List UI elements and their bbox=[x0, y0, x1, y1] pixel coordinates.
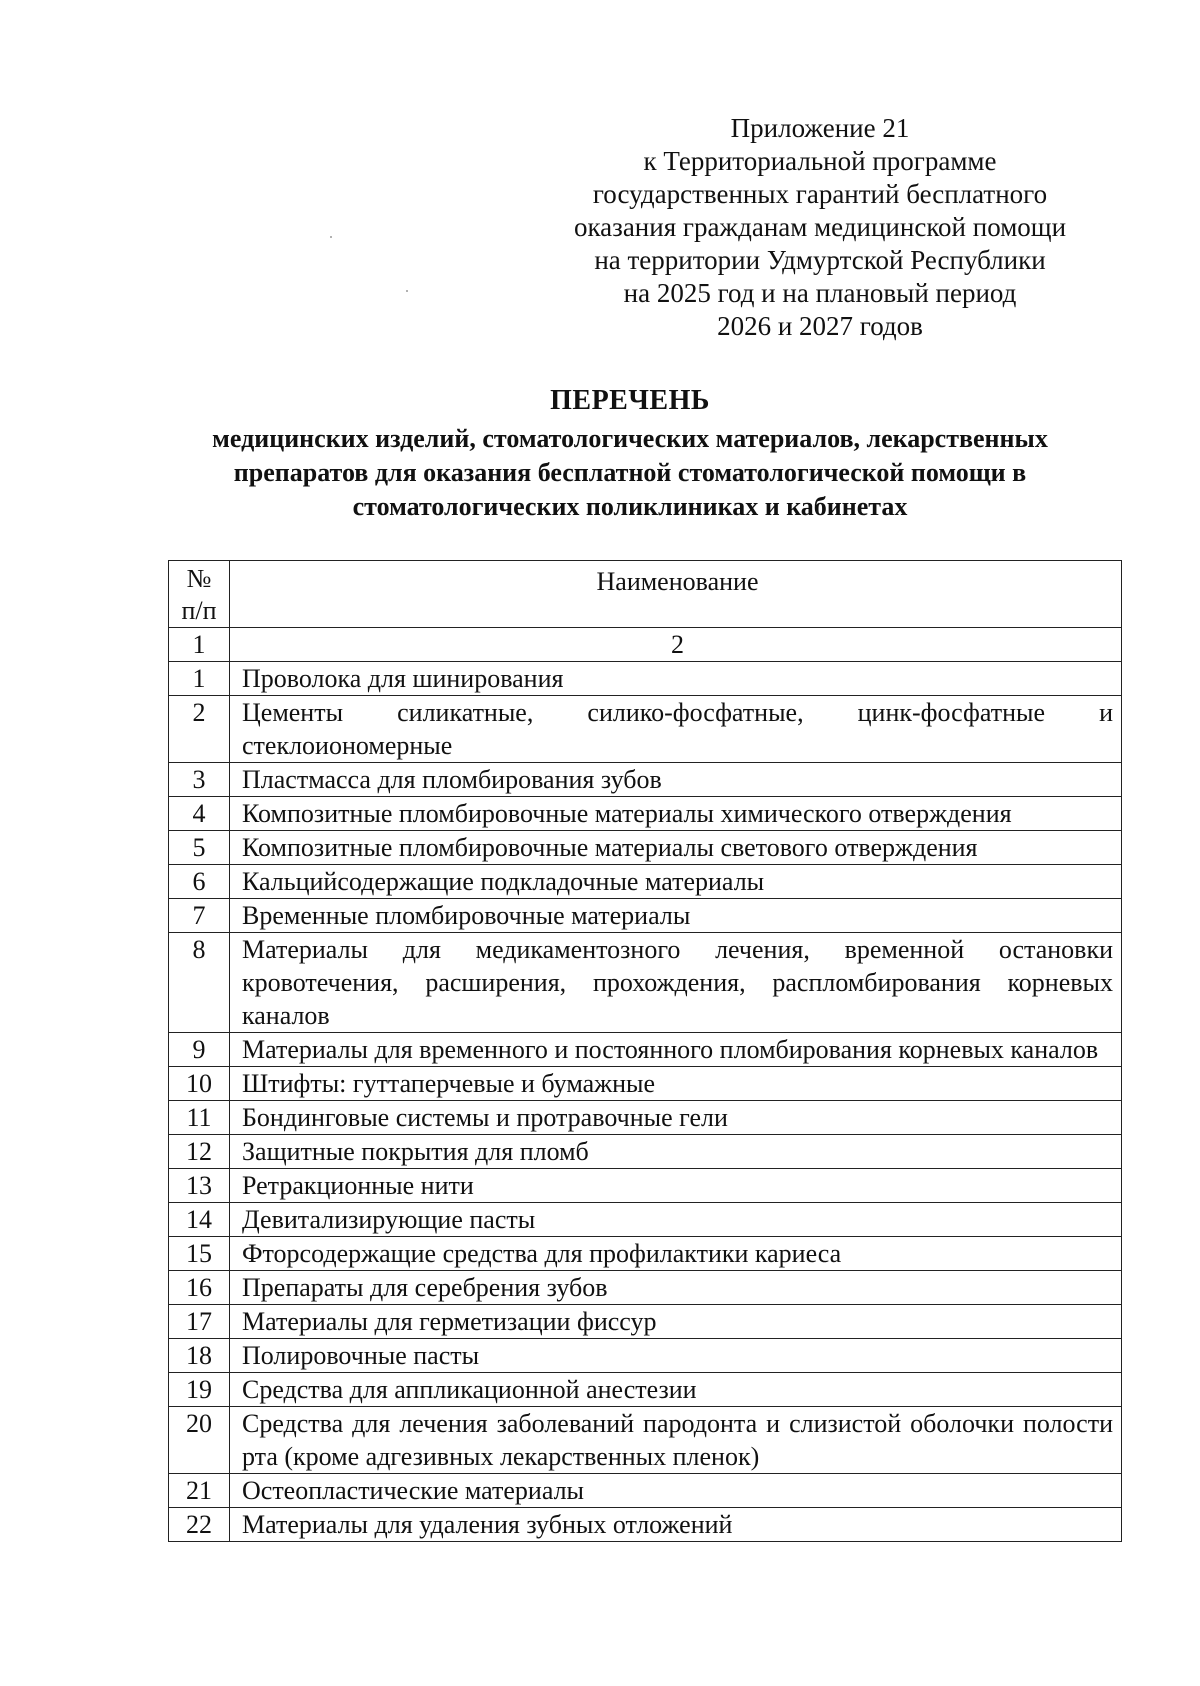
title-sub-line: стоматологических поликлиниках и кабинетах bbox=[352, 492, 908, 521]
row-number: 6 bbox=[169, 865, 230, 899]
row-name: Ретракционные нити bbox=[230, 1169, 1122, 1203]
row-name: Материалы для удаления зубных отложений bbox=[230, 1508, 1122, 1542]
row-name: Проволока для шинирования bbox=[230, 662, 1122, 696]
row-number: 13 bbox=[169, 1169, 230, 1203]
table-row bbox=[169, 763, 1122, 797]
row-name: Композитные пломбировочные материалы светового отверждения bbox=[230, 831, 1122, 865]
table-row bbox=[169, 899, 1122, 933]
row-name: Штифты: гуттаперчевые и бумажные bbox=[230, 1067, 1122, 1101]
scan-speck bbox=[330, 236, 332, 238]
row-name: Девитализирующие пасты bbox=[230, 1203, 1122, 1237]
row-name: Остеопластические материалы bbox=[230, 1474, 1122, 1508]
header-num-sign: № bbox=[186, 564, 212, 593]
table-row bbox=[169, 1407, 1122, 1474]
row-name: Средства для лечения заболеваний пародонта и слизистой оболочки полости рта (кроме адгезивных лекарственных пленок) bbox=[230, 1407, 1122, 1474]
row-number: 20 bbox=[169, 1407, 230, 1474]
table-row bbox=[169, 1101, 1122, 1135]
row-name: Пластмасса для пломбирования зубов bbox=[230, 763, 1122, 797]
table-row bbox=[169, 1135, 1122, 1169]
table-row bbox=[169, 662, 1122, 696]
row-number: 4 bbox=[169, 797, 230, 831]
title-sub-line: препаратов для оказания бесплатной стоматологической помощи в bbox=[233, 458, 1027, 487]
row-number: 19 bbox=[169, 1373, 230, 1407]
annex-line: оказания гражданам медицинской помощи bbox=[573, 212, 1067, 242]
row-number: 2 bbox=[169, 696, 230, 763]
row-number: 18 bbox=[169, 1339, 230, 1373]
row-name: Цементы силикатные, силико-фосфатные, цинк-фосфатные и стеклоиономерные bbox=[230, 696, 1122, 763]
row-name: Бондинговые системы и протравочные гели bbox=[230, 1101, 1122, 1135]
row-number: 7 bbox=[169, 899, 230, 933]
header-num-cell bbox=[169, 561, 230, 628]
table-row bbox=[169, 1169, 1122, 1203]
row-name: Материалы для медикаментозного лечения, временной остановки кровотечения, расширения, прохождения, распломбирования корневых каналов bbox=[230, 933, 1122, 1033]
table-row bbox=[169, 933, 1122, 1033]
annex-line: на 2025 год и на плановый период bbox=[623, 278, 1017, 308]
row-number: 17 bbox=[169, 1305, 230, 1339]
table-row bbox=[169, 797, 1122, 831]
title-main: ПЕРЕЧЕНЬ bbox=[550, 385, 710, 416]
table-row bbox=[169, 1237, 1122, 1271]
table-row bbox=[169, 696, 1122, 763]
column-index-name: 2 bbox=[230, 628, 1122, 662]
annex-line: государственных гарантий бесплатного bbox=[592, 179, 1048, 209]
annex-line: к Территориальной программе bbox=[643, 146, 997, 176]
header-num-abbr: п/п bbox=[181, 596, 217, 625]
row-number: 12 bbox=[169, 1135, 230, 1169]
row-name: Защитные покрытия для пломб bbox=[230, 1135, 1122, 1169]
table-row bbox=[169, 1339, 1122, 1373]
annex-line: Приложение 21 bbox=[730, 113, 910, 143]
row-name: Фторсодержащие средства для профилактики кариеса bbox=[230, 1237, 1122, 1271]
row-name: Препараты для серебрения зубов bbox=[230, 1271, 1122, 1305]
row-number: 15 bbox=[169, 1237, 230, 1271]
table-body bbox=[169, 628, 1122, 1542]
table-row bbox=[169, 831, 1122, 865]
header-name-cell: Наименование bbox=[230, 561, 1122, 628]
row-name: Материалы для временного и постоянного пломбирования корневых каналов bbox=[230, 1033, 1122, 1067]
row-number: 21 bbox=[169, 1474, 230, 1508]
row-number: 14 bbox=[169, 1203, 230, 1237]
table-row bbox=[169, 1067, 1122, 1101]
scan-speck bbox=[406, 290, 408, 292]
row-number: 5 bbox=[169, 831, 230, 865]
table-row bbox=[169, 1373, 1122, 1407]
row-name: Полировочные пасты bbox=[230, 1339, 1122, 1373]
table-header-row bbox=[169, 561, 1122, 628]
table-row bbox=[169, 1508, 1122, 1542]
document-title bbox=[150, 384, 1110, 524]
column-index-num: 1 bbox=[169, 628, 230, 662]
table-row bbox=[169, 1271, 1122, 1305]
annex-line: 2026 и 2027 годов bbox=[717, 311, 923, 341]
table-row bbox=[169, 1305, 1122, 1339]
table-row bbox=[169, 865, 1122, 899]
row-number: 1 bbox=[169, 662, 230, 696]
table-row bbox=[169, 1203, 1122, 1237]
annex-line: на территории Удмуртской Республики bbox=[594, 245, 1046, 275]
row-number: 22 bbox=[169, 1508, 230, 1542]
row-number: 16 bbox=[169, 1271, 230, 1305]
row-name: Средства для аппликационной анестезии bbox=[230, 1373, 1122, 1407]
column-index-row bbox=[169, 628, 1122, 662]
annex-heading bbox=[560, 112, 1080, 343]
row-name: Композитные пломбировочные материалы химического отверждения bbox=[230, 797, 1122, 831]
row-number: 11 bbox=[169, 1101, 230, 1135]
row-name: Кальцийсодержащие подкладочные материалы bbox=[230, 865, 1122, 899]
row-name: Временные пломбировочные материалы bbox=[230, 899, 1122, 933]
row-number: 3 bbox=[169, 763, 230, 797]
table-row bbox=[169, 1474, 1122, 1508]
row-name: Материалы для герметизации фиссур bbox=[230, 1305, 1122, 1339]
row-number: 9 bbox=[169, 1033, 230, 1067]
row-number: 8 bbox=[169, 933, 230, 1033]
table-row bbox=[169, 1033, 1122, 1067]
row-number: 10 bbox=[169, 1067, 230, 1101]
materials-table bbox=[168, 560, 1122, 1542]
title-sub-line: медицинских изделий, стоматологических материалов, лекарственных bbox=[212, 424, 1048, 453]
